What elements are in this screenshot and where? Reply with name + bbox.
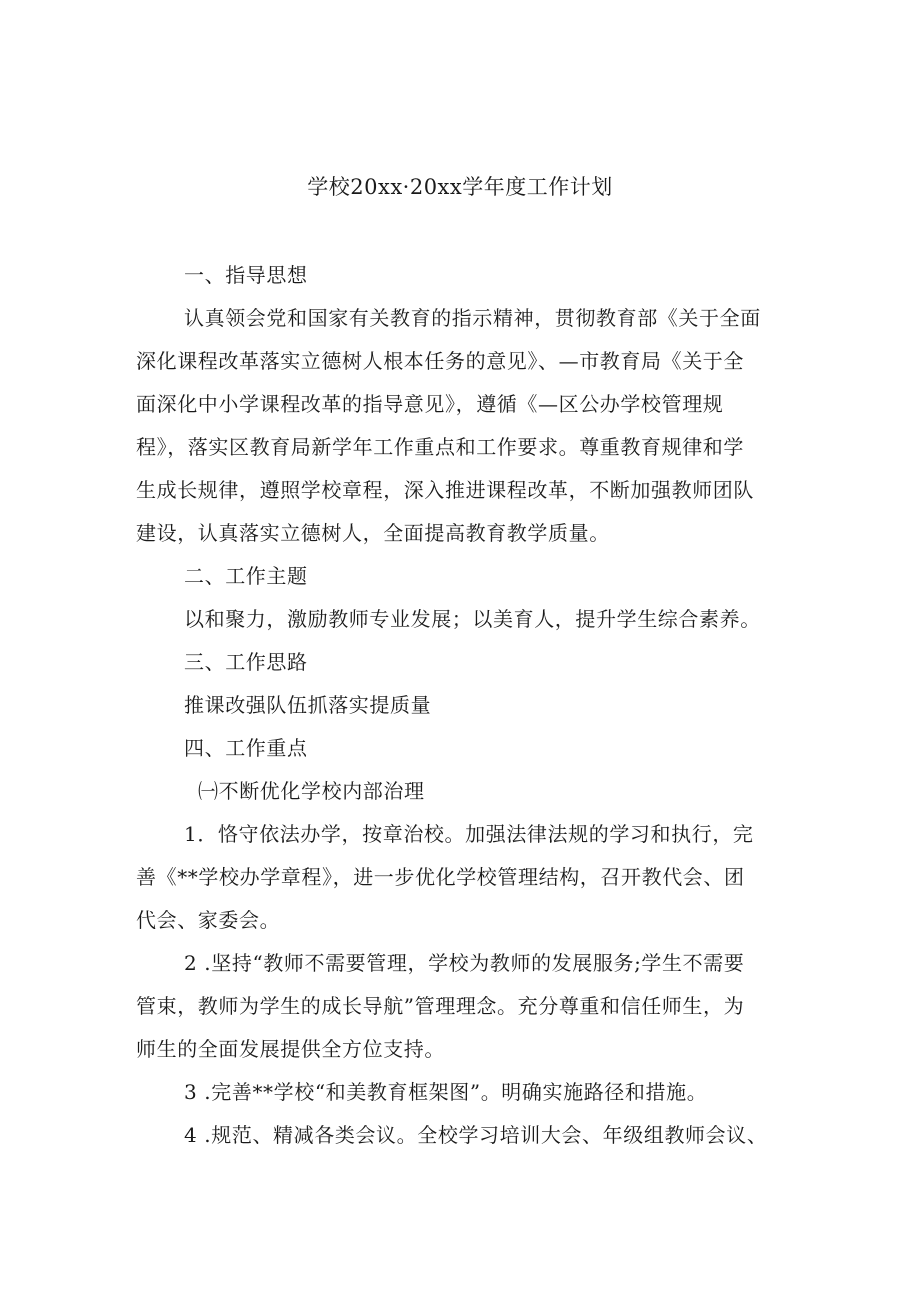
paragraph-line: 推课改强队伍抓落实提质量 [184,693,432,717]
paragraph-line: 程》，落实区教育局新学年工作重点和工作要求。尊重教育规律和学 [136,435,744,459]
paragraph-line: 深化课程改革落实立德树人根本任务的意见》、—市教育局《关于全 [136,349,744,373]
heading-guiding-ideology: 一、指导思想 [184,263,308,287]
paragraph-line: 面深化中小学课程改革的指导意见》，遵循《—区公办学校管理规 [136,392,724,416]
numbered-item-2: 2 .坚持“教师不需要管理，学校为教师的发展服务;学生不需要 [184,951,745,975]
paragraph-line: 建设，认真落实立德树人，全面提高教育教学质量。 [136,521,610,545]
paragraph-line: 以和聚力，激励教师专业发展；以美育人，提升学生综合素养。 [184,607,761,631]
heading-work-approach: 三、工作思路 [184,650,308,674]
paragraph-line: 认真领会党和国家有关教育的指示精神，贯彻教育部《关于全面 [184,306,761,330]
heading-work-theme: 二、工作主题 [184,564,308,588]
subheading-internal-governance: ㈠不断优化学校内部治理 [198,779,425,803]
numbered-item-3: 3 .完善**学校“和美教育框架图”。明确实施路径和措施。 [184,1080,708,1104]
paragraph-line: 代会、家委会。 [136,908,281,932]
document-title: 学校20xx·20xx学年度工作计划 [307,175,613,199]
paragraph-line: 善《**学校办学章程》，进一步优化学校管理结构，召开教代会、团 [136,865,745,889]
numbered-item-4: 4 .规范、精减各类会议。全校学习培训大会、年级组教师会议、 [184,1123,768,1147]
paragraph-line: 生成长规律，遵照学校章程，深入推进课程改革，不断加强教师团队 [136,478,754,502]
paragraph-line: 管束，教师为学生的成长导航”管理理念。充分尊重和信任师生，为 [136,994,745,1018]
numbered-item-1: 1．恪守依法办学，按章治校。加强法律法规的学习和执行，完 [184,822,754,846]
paragraph-line: 师生的全面发展提供全方位支持。 [136,1037,445,1061]
heading-work-focus: 四、工作重点 [184,736,308,760]
